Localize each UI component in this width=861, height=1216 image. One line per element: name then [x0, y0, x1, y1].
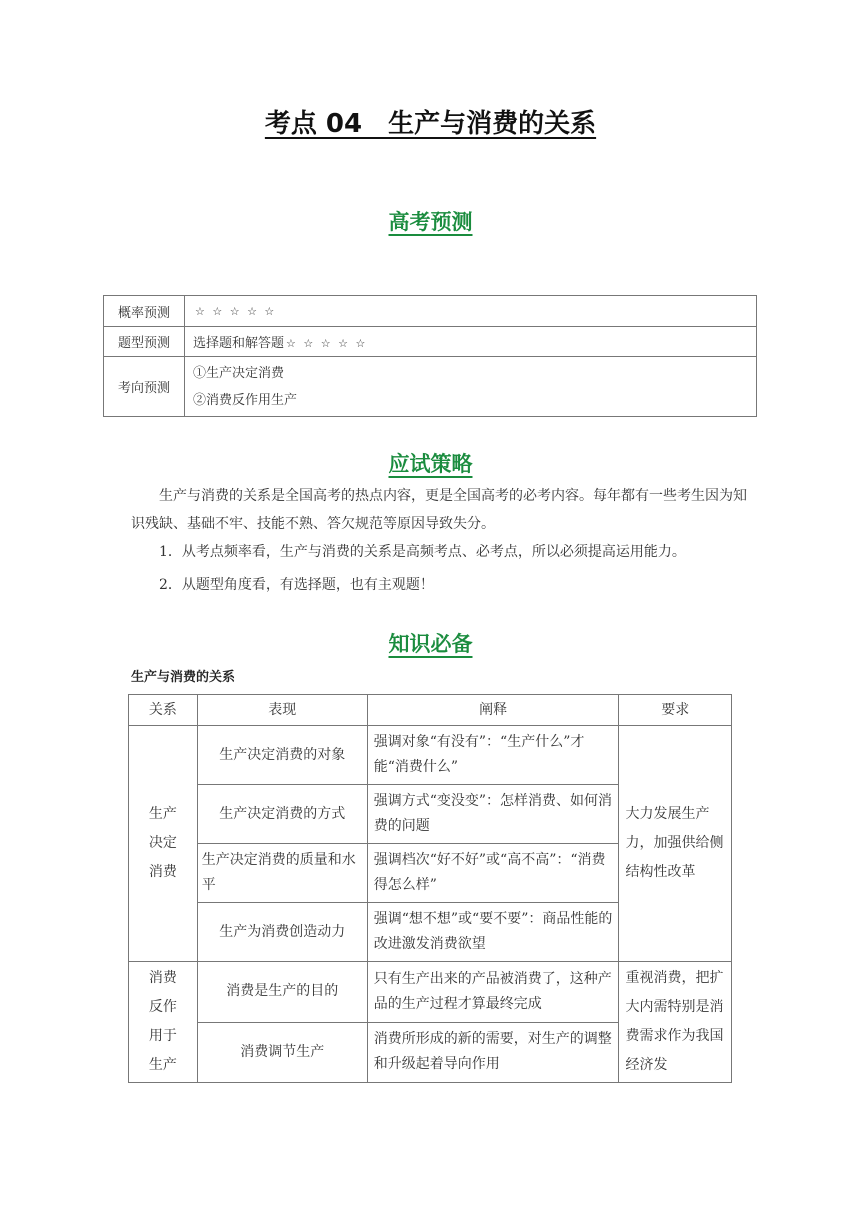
column-header: 关系 [129, 695, 198, 726]
page-title: 考点 04 生产与消费的关系 [264, 109, 597, 139]
prediction-label: 概率预测 [104, 296, 185, 327]
column-header: 要求 [619, 695, 732, 726]
relation-cell [129, 962, 198, 1083]
explanation-cell: 强调方式“变没变”：怎样消费、如何消费的问题 [367, 785, 619, 844]
direction-item: ②消费反作用生产 [193, 392, 298, 408]
explanation-cell: 强调对象“有没有”：“生产什么”才能“消费什么” [367, 726, 619, 785]
prediction-table [103, 295, 757, 417]
prediction-value [185, 296, 757, 327]
direction-item: ①生产决定消费 [193, 365, 285, 381]
strategy-paragraph: 生产与消费的关系是全国高考的热点内容，更是全国高考的必考内容。每年都有一些考生因为知识残缺、基础不牢、技能不熟、答欠规范等原因导致失分。 [131, 488, 747, 532]
strategy-point: 1．从考点频率看，生产与消费的关系是高频考点、必考点，所以必须提高运用能力。 [159, 544, 686, 560]
section-title-knowledge: 知识必备 [388, 632, 473, 656]
requirement-cell [619, 726, 732, 962]
star-rating-icon: ☆ ☆ ☆ ☆ ☆ [195, 304, 277, 318]
performance-cell: 消费是生产的目的 [197, 962, 367, 1023]
requirement-text: 重视消费，把扩大内需特别是消费需求作为我国经济发 [625, 970, 724, 1073]
table-row [104, 327, 757, 357]
performance-cell: 生产为消费创造动力 [197, 903, 367, 962]
explanation-cell: 只有生产出来的产品被消费了，这种产品的生产过程才算最终完成 [367, 962, 619, 1023]
prediction-label: 题型预测 [104, 327, 185, 357]
section-title-prediction: 高考预测 [388, 210, 473, 234]
prediction-value [185, 327, 757, 357]
requirement-text: 大力发展生产力，加强供给侧结构性改革 [625, 806, 724, 880]
section-title-strategy: 应试策略 [388, 452, 473, 476]
knowledge-table [128, 694, 732, 1083]
table-row [129, 962, 732, 1023]
requirement-cell [619, 962, 732, 1083]
relation-text: 生产决定消费 [148, 806, 177, 880]
explanation-cell: 强调档次“好不好”或“高不高”：“消费得怎么样” [367, 844, 619, 903]
table-row [104, 296, 757, 327]
table-header-row [129, 695, 732, 726]
prediction-label: 考向预测 [104, 357, 185, 417]
star-rating-icon: ☆ ☆ ☆ ☆ ☆ [286, 337, 368, 350]
performance-cell: 生产决定消费的对象 [197, 726, 367, 785]
strategy-point: 2．从题型角度看，有选择题，也有主观题！ [159, 577, 434, 593]
explanation-cell: 强调“想不想”或“要不要”：商品性能的改进激发消费欲望 [367, 903, 619, 962]
performance-cell: 生产决定消费的方式 [197, 785, 367, 844]
relation-text: 消费反作用于生产 [148, 970, 177, 1073]
performance-cell: 消费调节生产 [197, 1022, 367, 1083]
relation-cell [129, 726, 198, 962]
explanation-cell: 消费所形成的新的需要，对生产的调整和升级起着导向作用 [367, 1022, 619, 1083]
performance-cell: 生产决定消费的质量和水平 [197, 844, 367, 903]
knowledge-subtitle: 生产与消费的关系 [131, 670, 236, 685]
prediction-text: 选择题和解答题 [193, 336, 285, 351]
prediction-value [185, 357, 757, 417]
table-row [129, 726, 732, 785]
column-header: 阐释 [367, 695, 619, 726]
column-header: 表现 [197, 695, 367, 726]
table-row [104, 357, 757, 417]
